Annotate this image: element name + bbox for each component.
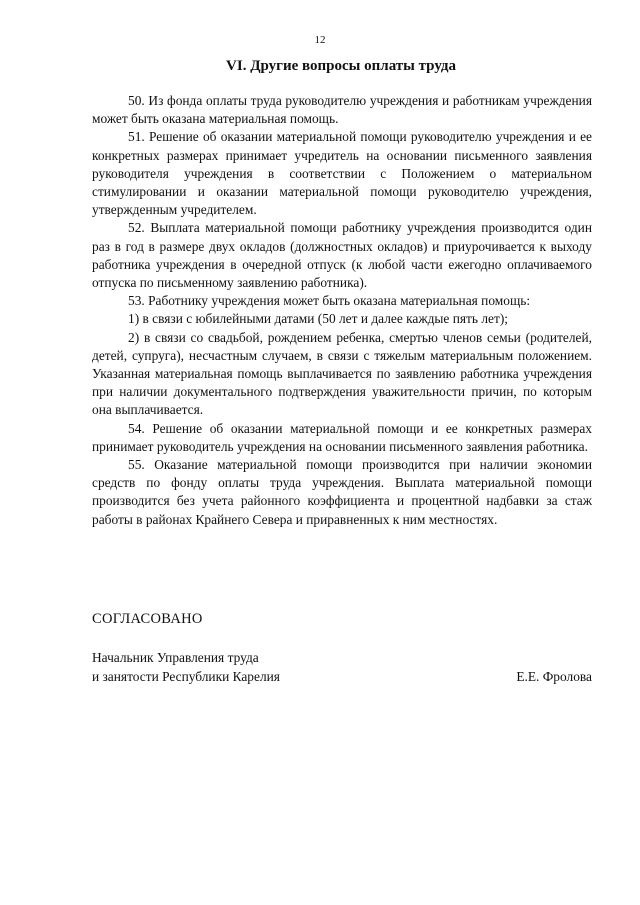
signatory-name: Е.Е. Фролова [516, 669, 592, 684]
section-title: VI. Другие вопросы оплаты труда [226, 58, 456, 74]
paragraph-53-item-1: 1) в связи с юбилейными датами (50 лет и далее каждые пять лет); [128, 311, 509, 327]
paragraph-51: 51. Решение об оказании материальной помощи руководителю учреждения и ее конкретных размерах принимает учредитель на основании письменного заявления руководителя учреждения в соответствии с Положением о материальном стимулировании и оказании материальной помощи руководителю учреждения, утвержденным учредителем. [92, 129, 592, 218]
paragraph-52: 52. Выплата материальной помощи работнику учреждения производится один раз в год в размере двух окладов (должностных окладов) и приурочивается к выходу работника учреждения в очередной отпуск (к любой части ежегодно оплачиваемого отпуска по письменному заявлению работника). [92, 220, 592, 291]
paragraph-53-item-2: 2) в связи со свадьбой, рождением ребенка, смертью членов семьи (родителей, детей, супруга), несчастным случаем, в связи с тяжелым материальным положением. Указанная материальная помощь выплачивается по заявлению работника учреждения при наличии документального подтверждения уважительности причин, по которым она выплачивается. [92, 329, 592, 418]
document-body [92, 92, 592, 529]
signatory-position-line-2: и занятости Республики Карелия [92, 668, 280, 684]
paragraph-55: 55. Оказание материальной помощи производится при наличии экономии средств по фонду оплаты труда учреждения. Выплата материальной помощи производится без учета районного коэффициента и процентной надбавки за стаж работы в районах Крайнего Севера и приравненных к ним местностях. [92, 457, 592, 527]
signatory-position-line-1: Начальник Управления труда [92, 650, 259, 665]
approval-heading: СОГЛАСОВАНО [92, 611, 203, 627]
paragraph-54: 54. Решение об оказании материальной помощи и ее конкретных размерах принимает руководитель учреждения на основании письменного заявления работника. [92, 420, 592, 454]
paragraph-50: 50. Из фонда оплаты труда руководителю учреждения и работникам учреждения может быть оказана материальная помощь. [92, 93, 592, 127]
page-number: 12 [314, 34, 326, 46]
signatory-position [92, 649, 280, 686]
paragraph-53: 53. Работнику учреждения может быть оказана материальная помощь: [128, 293, 531, 309]
